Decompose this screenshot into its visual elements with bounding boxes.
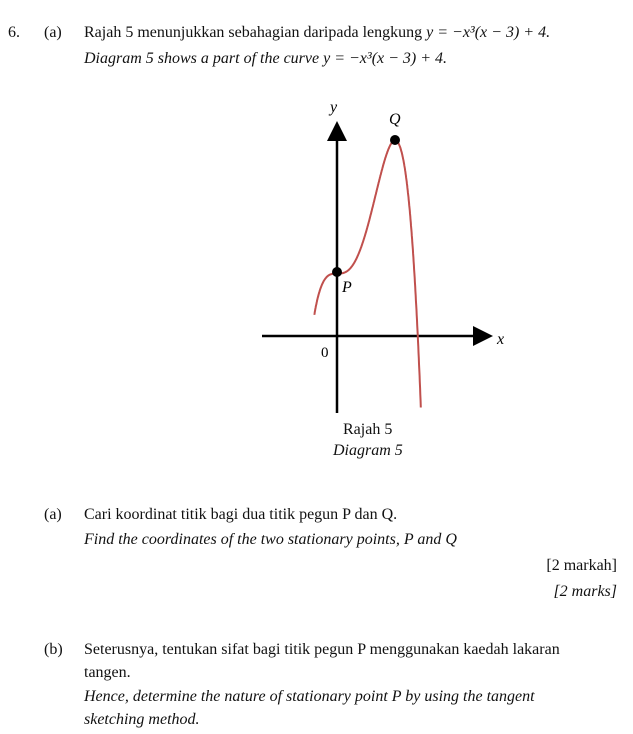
equation: y = −x³(x − 3) + 4. — [323, 50, 448, 67]
equation: y = −x³(x − 3) + 4. — [426, 24, 551, 41]
question-number: 6. — [8, 24, 20, 41]
part-b-english-2: sketching method. — [84, 711, 200, 728]
caption-english: Diagram 5 — [333, 442, 403, 459]
point-q-label: Q — [389, 111, 401, 128]
point-q-marker — [390, 135, 400, 145]
question-part-label: (a) — [44, 24, 62, 41]
part-a-label: (a) — [44, 506, 62, 523]
x-axis-label: x — [497, 331, 505, 348]
caption-malay: Rajah 5 — [343, 421, 393, 438]
point-p-label: P — [342, 279, 352, 296]
curve — [314, 140, 421, 407]
part-a-english: Find the coordinates of the two stationary points, P and Q — [84, 531, 457, 548]
part-b-english-1: Hence, determine the nature of stationary point P by using the tangent — [84, 688, 535, 705]
point-p-marker — [332, 267, 342, 277]
y-axis-label: y — [330, 99, 338, 116]
part-b-malay-2: tangen. — [84, 664, 131, 681]
marks-malay: [2 markah] — [546, 557, 617, 574]
origin-label: 0 — [321, 345, 329, 361]
part-b-malay-1: Seterusnya, tentukan sifat bagi titik pegun P menggunakan kaedah lakaran — [84, 641, 560, 658]
marks-english: [2 marks] — [553, 583, 617, 600]
part-b-label: (b) — [44, 641, 63, 658]
intro-english: Diagram 5 shows a part of the curve y = −x³(x − 3) + 4. — [84, 50, 448, 67]
intro-malay: Rajah 5 menunjukkan sebahagian daripada lengkung y = −x³(x − 3) + 4. — [84, 24, 551, 41]
part-a-malay: Cari koordinat titik bagi dua titik pegun P dan Q. — [84, 506, 398, 523]
